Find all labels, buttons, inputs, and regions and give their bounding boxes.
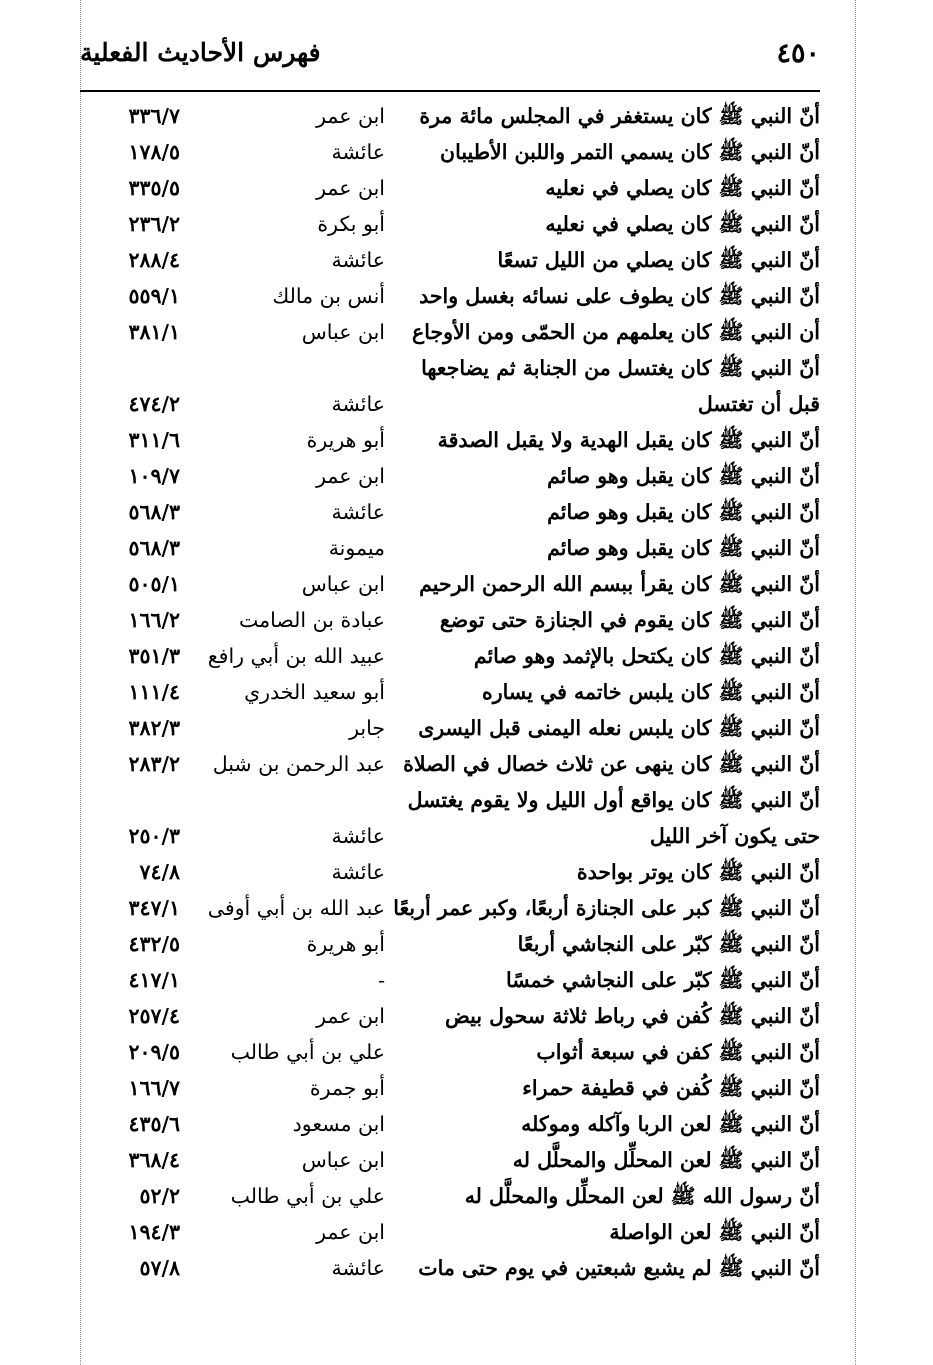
volume-page-ref: ٥٥٩/١ bbox=[128, 284, 180, 308]
narrator: عائشة bbox=[331, 860, 385, 884]
volume-page-ref: ١٧٨/٥ bbox=[128, 140, 180, 164]
hadith-text: أنّ النبي ﷺ كان يكتحل بالإثمد وهو صائم bbox=[473, 644, 820, 668]
narrator: عائشة bbox=[331, 824, 385, 848]
narrator: عبد الله بن أبي أوفى bbox=[207, 896, 385, 920]
running-title: فهرس الأحاديث الفعلية bbox=[80, 38, 321, 67]
hadith-text: أنّ النبي ﷺ كان يقبل وهو صائم bbox=[547, 536, 820, 560]
volume-page-ref: ٤٣٢/٥ bbox=[128, 932, 180, 956]
hadith-text: أنّ رسول الله ﷺ لعن المحلِّل والمحلَّل له bbox=[464, 1184, 820, 1208]
volume-page-ref: ٢٨٨/٤ bbox=[128, 248, 180, 272]
volume-page-ref: ٥٢/٢ bbox=[139, 1184, 180, 1208]
index-entry bbox=[80, 170, 820, 206]
hadith-text: أنّ النبي ﷺ كان يقوم في الجنازة حتى توضع bbox=[439, 608, 820, 632]
narrator: ميمونة bbox=[328, 536, 385, 560]
volume-page-ref: ٤٧٤/٢ bbox=[128, 392, 180, 416]
hadith-text: أنّ النبي ﷺ لعن الربا وآكله وموكله bbox=[521, 1112, 820, 1136]
page-number: ٤٥٠ bbox=[776, 38, 820, 69]
index-entry bbox=[80, 98, 820, 134]
index-entry bbox=[80, 926, 820, 962]
volume-page-ref: ١٩٤/٣ bbox=[128, 1220, 180, 1244]
hadith-text: أنّ النبي ﷺ كفن في سبعة أثواب bbox=[536, 1040, 820, 1064]
narrator: أبو هريرة bbox=[306, 932, 385, 956]
hadith-text: أنّ النبي ﷺ كان يسمي التمر واللبن الأطيبان bbox=[440, 140, 820, 164]
hadith-index bbox=[80, 98, 820, 1286]
narrator: ابن عمر bbox=[316, 1004, 385, 1028]
hadith-text: أن النبي ﷺ كان يعلمهم من الحمّى ومن الأوجاع bbox=[411, 320, 820, 344]
index-entry bbox=[80, 962, 820, 998]
volume-page-ref: ٣٤٧/١ bbox=[128, 896, 180, 920]
index-entry bbox=[80, 674, 820, 710]
narrator: عبد الرحمن بن شبل bbox=[212, 752, 385, 776]
index-entry bbox=[80, 314, 820, 350]
hadith-text: أنّ النبي ﷺ كُفن في قطيفة حمراء bbox=[522, 1076, 820, 1100]
index-entry bbox=[80, 134, 820, 170]
volume-page-ref: ٤١٧/١ bbox=[128, 968, 180, 992]
volume-page-ref: ١٠٩/٧ bbox=[128, 464, 180, 488]
index-entry bbox=[80, 278, 820, 314]
index-entry bbox=[80, 602, 820, 638]
narrator: أبو بكرة bbox=[317, 212, 385, 236]
narrator: عائشة bbox=[331, 1256, 385, 1280]
hadith-text: أنّ النبي ﷺ كان يغتسل من الجنابة ثم يضاجعها bbox=[421, 356, 820, 380]
index-entry bbox=[80, 638, 820, 674]
volume-page-ref: ٣١١/٦ bbox=[128, 428, 180, 452]
index-entry bbox=[80, 386, 820, 422]
volume-page-ref: ٢٥٠/٣ bbox=[128, 824, 180, 848]
narrator: عائشة bbox=[331, 500, 385, 524]
narrator: ابن عمر bbox=[316, 464, 385, 488]
hadith-text: أنّ النبي ﷺ كبر على الجنازة أربعًا، وكبر عمر أربعًا bbox=[393, 896, 820, 920]
index-entry bbox=[80, 818, 820, 854]
index-entry bbox=[80, 998, 820, 1034]
narrator: عبادة بن الصامت bbox=[239, 608, 385, 632]
hadith-text: أنّ النبي ﷺ كان يصلي في نعليه bbox=[545, 176, 820, 200]
index-entry bbox=[80, 1214, 820, 1250]
header-rule bbox=[80, 90, 820, 92]
hadith-text: أنّ النبي ﷺ كان يقبل وهو صائم bbox=[547, 500, 820, 524]
volume-page-ref: ٥٧/٨ bbox=[139, 1256, 180, 1280]
volume-page-ref: ٢٥٧/٤ bbox=[128, 1004, 180, 1028]
hadith-text: أنّ النبي ﷺ كان يصلي من الليل تسعًا bbox=[497, 248, 820, 272]
volume-page-ref: ٣٨٢/٣ bbox=[128, 716, 180, 740]
volume-page-ref: ١٦٦/٧ bbox=[128, 1076, 180, 1100]
index-entry bbox=[80, 494, 820, 530]
hadith-text: أنّ النبي ﷺ كان يقبل وهو صائم bbox=[547, 464, 820, 488]
narrator: عائشة bbox=[331, 392, 385, 416]
hadith-text: أنّ النبي ﷺ لعن المحلِّل والمحلَّل له bbox=[512, 1148, 820, 1172]
index-entry bbox=[80, 350, 820, 386]
index-entry bbox=[80, 530, 820, 566]
volume-page-ref: ٧٤/٨ bbox=[139, 860, 180, 884]
hadith-text: قبل أن تغتسل bbox=[697, 392, 820, 416]
narrator: عبيد الله بن أبي رافع bbox=[207, 644, 385, 668]
hadith-text: أنّ النبي ﷺ كان يوتر بواحدة bbox=[576, 860, 820, 884]
narrator: أبو سعيد الخدري bbox=[244, 680, 385, 704]
narrator: ابن مسعود bbox=[292, 1112, 385, 1136]
narrator: عائشة bbox=[331, 140, 385, 164]
volume-page-ref: ٤٣٥/٦ bbox=[128, 1112, 180, 1136]
narrator: ابن عباس bbox=[301, 1148, 385, 1172]
narrator: أبو جمرة bbox=[309, 1076, 385, 1100]
hadith-text: أنّ النبي ﷺ كُفن في رباط ثلاثة سحول بيض bbox=[445, 1004, 820, 1028]
hadith-text: أنّ النبي ﷺ لم يشبع شبعتين في يوم حتى مات bbox=[418, 1256, 820, 1280]
volume-page-ref: ١١١/٤ bbox=[128, 680, 180, 704]
narrator: أبو هريرة bbox=[306, 428, 385, 452]
narrator: ابن عباس bbox=[301, 320, 385, 344]
hadith-text: أنّ النبي ﷺ كان يواقع أول الليل ولا يقوم يغتسل bbox=[407, 788, 820, 812]
narrator: ابن عمر bbox=[316, 1220, 385, 1244]
volume-page-ref: ٢٨٣/٢ bbox=[128, 752, 180, 776]
hadith-text: أنّ النبي ﷺ كان يصلي في نعليه bbox=[545, 212, 820, 236]
volume-page-ref: ٣٣٥/٥ bbox=[128, 176, 180, 200]
index-entry bbox=[80, 242, 820, 278]
index-entry bbox=[80, 566, 820, 602]
volume-page-ref: ٣٣٦/٧ bbox=[128, 104, 180, 128]
volume-page-ref: ٥٦٨/٣ bbox=[128, 500, 180, 524]
narrator: ابن عمر bbox=[316, 104, 385, 128]
hadith-text: أنّ النبي ﷺ كان يستغفر في المجلس مائة مرة bbox=[419, 104, 820, 128]
index-entry bbox=[80, 422, 820, 458]
volume-page-ref: ١٦٦/٢ bbox=[128, 608, 180, 632]
hadith-text: أنّ النبي ﷺ كان يقبل الهدية ولا يقبل الصدقة bbox=[437, 428, 820, 452]
index-entry bbox=[80, 782, 820, 818]
narrator: جابر bbox=[349, 716, 385, 740]
index-entry bbox=[80, 890, 820, 926]
narrator: ابن عباس bbox=[301, 572, 385, 596]
volume-page-ref: ٣٨١/١ bbox=[128, 320, 180, 344]
index-entry bbox=[80, 1106, 820, 1142]
index-entry bbox=[80, 1142, 820, 1178]
hadith-text: أنّ النبي ﷺ لعن الواصلة bbox=[609, 1220, 820, 1244]
index-entry bbox=[80, 854, 820, 890]
hadith-text: أنّ النبي ﷺ كبّر على النجاشي أربعًا bbox=[517, 932, 820, 956]
index-entry bbox=[80, 206, 820, 242]
index-entry bbox=[80, 746, 820, 782]
index-entry bbox=[80, 1034, 820, 1070]
index-entry bbox=[80, 1250, 820, 1286]
index-entry bbox=[80, 1070, 820, 1106]
volume-page-ref: ٥٦٨/٣ bbox=[128, 536, 180, 560]
hadith-text: حتى يكون آخر الليل bbox=[649, 824, 820, 848]
index-entry bbox=[80, 458, 820, 494]
narrator: عائشة bbox=[331, 248, 385, 272]
hadith-text: أنّ النبي ﷺ كان ينهى عن ثلاث خصال في الصلاة bbox=[403, 752, 820, 776]
hadith-text: أنّ النبي ﷺ كان يطوف على نسائه بغسل واحد bbox=[419, 284, 820, 308]
hadith-text: أنّ النبي ﷺ كبّر على النجاشي خمسًا bbox=[505, 968, 820, 992]
hadith-text: أنّ النبي ﷺ كان يلبس خاتمه في يساره bbox=[482, 680, 820, 704]
volume-page-ref: ٢٠٩/٥ bbox=[128, 1040, 180, 1064]
narrator: أنس بن مالك bbox=[272, 284, 385, 308]
page-header bbox=[80, 30, 820, 90]
hadith-text: أنّ النبي ﷺ كان يقرأ ببسم الله الرحمن الرحيم bbox=[419, 572, 820, 596]
index-entry bbox=[80, 1178, 820, 1214]
index-entry bbox=[80, 710, 820, 746]
narrator: - bbox=[378, 968, 385, 992]
volume-page-ref: ٥٠٥/١ bbox=[128, 572, 180, 596]
narrator: ابن عمر bbox=[316, 176, 385, 200]
volume-page-ref: ٣٦٨/٤ bbox=[128, 1148, 180, 1172]
narrator: علي بن أبي طالب bbox=[230, 1040, 385, 1064]
volume-page-ref: ٢٣٦/٢ bbox=[128, 212, 180, 236]
volume-page-ref: ٣٥١/٣ bbox=[128, 644, 180, 668]
hadith-text: أنّ النبي ﷺ كان يلبس نعله اليمنى قبل اليسرى bbox=[418, 716, 820, 740]
margin-dotted-line-right bbox=[855, 0, 856, 1365]
narrator: علي بن أبي طالب bbox=[230, 1184, 385, 1208]
